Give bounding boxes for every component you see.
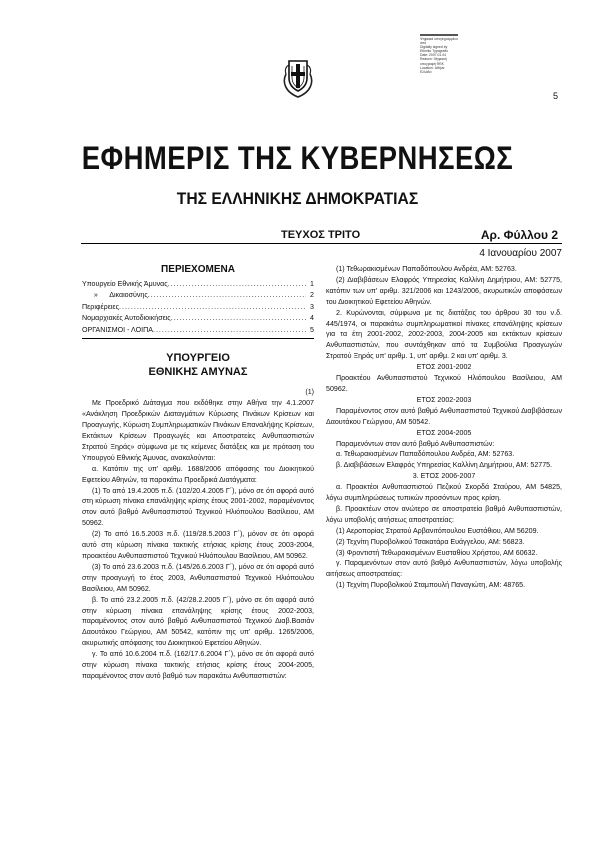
stamp-line: Location: Αθήνα [420,65,445,70]
contents-item [82,313,314,325]
body-paragraph: (1) Αεροπορίας Στρατού Αρβανιτόπουλου Ευστάθιου, ΑΜ 56209. [336,526,539,535]
body-paragraph: Με Προεδρικό Διάταγμα που εκδόθηκε στην Αθήνα την 4.1.2007 «Ανάκληση Προεδρικών Διαταγμάτων Κύρωσης Πινάκων Κρίσεων και Προαγωγής, Κύρωση Συμπληρωματικών Πινάκων Επαναλήψης Κρίσεων, Εκτάκτων Κρίσεων Προαγωγές και Αποστρατείες Ανθυπασπιστών Στρατού Ξηράς» σύμφωνα με τις κείμενες διατάξεις και με πρόταση του Υπουργού Εθνικής Άμυνας, ανακαλούνται: [82,399,314,462]
body-paragraph: Παραμενόντων στον αυτό βαθμό Ανθυπασπιστών: [336,439,495,448]
right-column [326,264,562,591]
body-paragraph: α. Κατόπιν της υπ' αριθμ. 1688/2006 απόφασης του Διοικητικού Εφετείου Αθηνών, τα παρακάτω Προεδρικά Διατάγματα: [82,464,314,484]
contents-item [82,290,314,302]
gazette-subtitle: ΤΗΣ ΕΛΛΗΝΙΚΗΣ ΔΗΜΟΚΡΑΤΙΑΣ [176,189,419,208]
body-paragraph: (1) Τεθωρακισμένων Παπαδόπουλου Ανδρέα, ΑΜ: 52763. [336,265,517,273]
contents-divider [82,338,314,339]
contents-heading: ΠΕΡΙΕΧΟΜΕΝΑ [161,264,235,275]
stamp-line: Ψηφιακά υπογεγραμμένο [420,37,459,41]
stamp-line: από [420,41,427,46]
body-paragraph: α. Τεθωρακισμένων Παπαδόπουλου Ανδρέα, ΑΜ: 52763. [336,450,515,459]
contents-leader [153,325,306,337]
stamp-line: Date: 2007.01.04 [420,53,447,58]
gazette-title: ΕΦΗΜΕΡΙΣ ΤΗΣ ΚΥΒΕΡΝΗΣΕΩΣ [81,140,514,176]
body-paragraph: (3) Το από 23.6.2003 π.δ. (145/26.6.2003 Γ΄), μόνο σε ότι αφορά αυτό στην προαγωγή το έτος 2003, Ανθυπασπιστού Τεχνικού Ηλιόπουλου Βασίλειου, ΑΜ 50962. [82,562,314,593]
stamp-line: Ethniko Typografio [420,49,449,54]
issue-type: ΤΕΥΧΟΣ ΤΡΙΤΟ [281,229,361,241]
greek-coat-of-arms-icon [280,52,316,98]
contents-item-label: ΟΡΓΑΝΙΣΜΟΙ - ΛΟΙΠΑ [82,325,153,334]
ministry-title: ΥΠΟΥΡΓΕΙΟ [166,352,230,365]
body-paragraph: β. Το από 23.2.2005 π.δ. (42/28.2.2005 Γ΄), μόνο σε ότι αφορά αυτό στην κύρωση πίνακα επανάληψης κρίσης έτους 2002-2003, παραμένοντος στον αυτό βαθμό Ανθυπασπιστού Τεχνικού Διαβ.Βασιάν Δαουτάκου Γεώργιου, ΑΜ 50542, κατόπιν της υπ' αριθμ. 1265/2006, ακυρωτικής απόφασης του Διοικητικού Εφετείου Αθηνών. [82,595,314,648]
body-paragraph: (2) Το από 16.5.2003 π.δ. (119/28.5.2003 Γ΄), μόνον σε ότι αφορά αυτό στη κύρωση πίνακα τακτικής ετήσιας κρίσης έτους 2003-2004, προακτέου Ανθυπασπιστού Τεχνικού Ηλιόπουλου Βασίλειου, ΑΜ 50962. [82,530,314,560]
stamp-line: υπογραφή ΦΕΚ [420,61,444,66]
year-heading: ΕΤΟΣ 2001-2002 [416,363,472,372]
contents-item-label: Υπουργείο Εθνικής Άμυνας [82,279,168,288]
body-paragraph: (3) Φροντιστή Τεθωρακισμένων Ευσταθίου Χρήστου, ΑΜ 60632. [336,548,538,557]
signature-mark [420,34,458,36]
year-heading: 3. ΕΤΟΣ 2006-2007 [412,472,476,481]
contents-leader [168,279,306,291]
year-heading: ΕΤΟΣ 2004-2005 [416,428,472,437]
body-paragraph: γ. Το από 10.6.2004 π.δ. (162/17.6.2004 Γ΄), μόνο σε ότι αφορά αυτό στην κύρωση πίνακα τακτικής ετήσιας κρίσης έτους 2004-2005, παραμένοντος στον αυτό βαθμό των παρακάτω Ανθυπασπιστών: [82,650,314,680]
contents-item-label: Περιφέρειες [82,302,120,311]
page-number: 5 [553,91,559,101]
stamp-line: Reason: Ψηφιακή [420,57,447,62]
contents-item-page: 5 [310,325,314,334]
stamp-line: Digitally signed by [420,45,448,50]
contents-item-page: 2 [310,291,314,300]
contents-leader [119,302,306,314]
contents-item [82,302,314,314]
contents-item-page: 3 [310,302,314,311]
body-paragraph: (1) Τεχνίτη Πυροβολικού Σταμπουλή Παναγιώτη, ΑΜ: 48765. [336,581,526,590]
contents-leader [148,290,306,302]
body-paragraph: γ. Παραμενόντων στον αυτό βαθμό Ανθυπασπιστών, λόγω υποβολής αιτήσεως αποστρατείας: [326,559,562,579]
digital-signature-stamp [420,33,478,74]
body-paragraph: α. Προακτέοι Ανθυπασπιστού Πεζικού Σκορδά Σταύρου, ΑΜ 54825, λόγω συμπληρώσεως τυπικών προσόντων προς κρίση. [326,483,562,503]
contents-item-page: 1 [310,279,314,288]
ministry-title: ΕΘΝΙΚΗΣ ΑΜΥΝΑΣ [148,366,248,379]
year-heading: ΕΤΟΣ 2002-2003 [416,395,472,404]
contents-item-page: 4 [310,314,314,323]
body-paragraph: (2) Τεχνίτη Πυροβολικού Τσακατάρα Ευάγγελου, ΑΜ: 56823. [336,537,525,546]
contents-leader [171,313,306,325]
issue-date: 4 Ιανουαρίου 2007 [479,248,562,259]
body-paragraph: (1) Το από 19.4.2005 π.δ. (102/20.4.2005 Γ΄), μόνο σε ότι αφορά αυτό στη κύρωση πίνακα επανάληψης κρίσης έτους 2001-2002, παραμένοντος στον αυτό βαθμό Ανθυπασπιστού Τεχνικού Ηλιόπουλου Βασίλειου, ΑΜ 50962. [82,486,314,528]
body-paragraph: (2) Διαβιβάσεων Ελαφρός Υπηρεσίας Καλλίνη Δημήτριου, ΑΜ: 52775, κατόπιν των υπ' αριθμ. 321/2006 και 1243/2006, ακυρωτικών αποφάσεων του Διοικητικού Εφετείου Αθηνών. [326,275,562,306]
contents-item [82,325,314,337]
contents-item-label: Νομαρχιακές Αυτοδιοικήσεις [82,314,171,323]
decision-number: (1) [305,388,314,397]
contents-item [82,279,314,291]
body-paragraph: Παραμένοντος στον αυτό βαθμό Ανθυπασπιστού Τεχνικού Διαβιβάσεων Δαουτάκου Γεώργιου, ΑΜ 50542. [326,406,562,426]
body-paragraph: β. Προακτέων στον ανώτερο σε αποστρατεία βαθμό Ανθυπασπιστών, λόγω υποβολής αιτήσεως αποστρατείας: [326,504,562,524]
sheet-number: Αρ. Φύλλου 2 [480,228,558,242]
left-column [82,258,314,682]
body-paragraph: Προακτέου Ανθυπασπιστού Τεχνικού Ηλιόπουλου Βασίλειου, ΑΜ 50962. [326,374,562,393]
issue-header [81,227,562,244]
body-paragraph: β. Διαβιβάσεων Ελαφρός Υπηρεσίας Καλλίνη Δημήτριου, ΑΜ: 52775. [336,461,553,470]
body-paragraph: 2. Κυρώνονται, σύμφωνα με τις διατάξεις του άρθρου 30 του ν.δ. 445/1974, οι παρακάτω συμπληρωματικοί πίνακες επανάληψης κρίσεων για τα έτη 2001-2002, 2002-2003, 2004-2005 και εκτάκτων κρίσεων Ανθυπασπιστών, που συντάχθηκαν από τα Συμβούλια Προαγωγών Στρατού Ξηράς υπ' αριθμ. 1, υπ' αριθμ. 2 και υπ' αριθμ. 3. [326,308,562,361]
stamp-line: Ελλάδα [420,69,432,74]
contents-item-label: » Δικαιοσύνης [82,291,148,300]
